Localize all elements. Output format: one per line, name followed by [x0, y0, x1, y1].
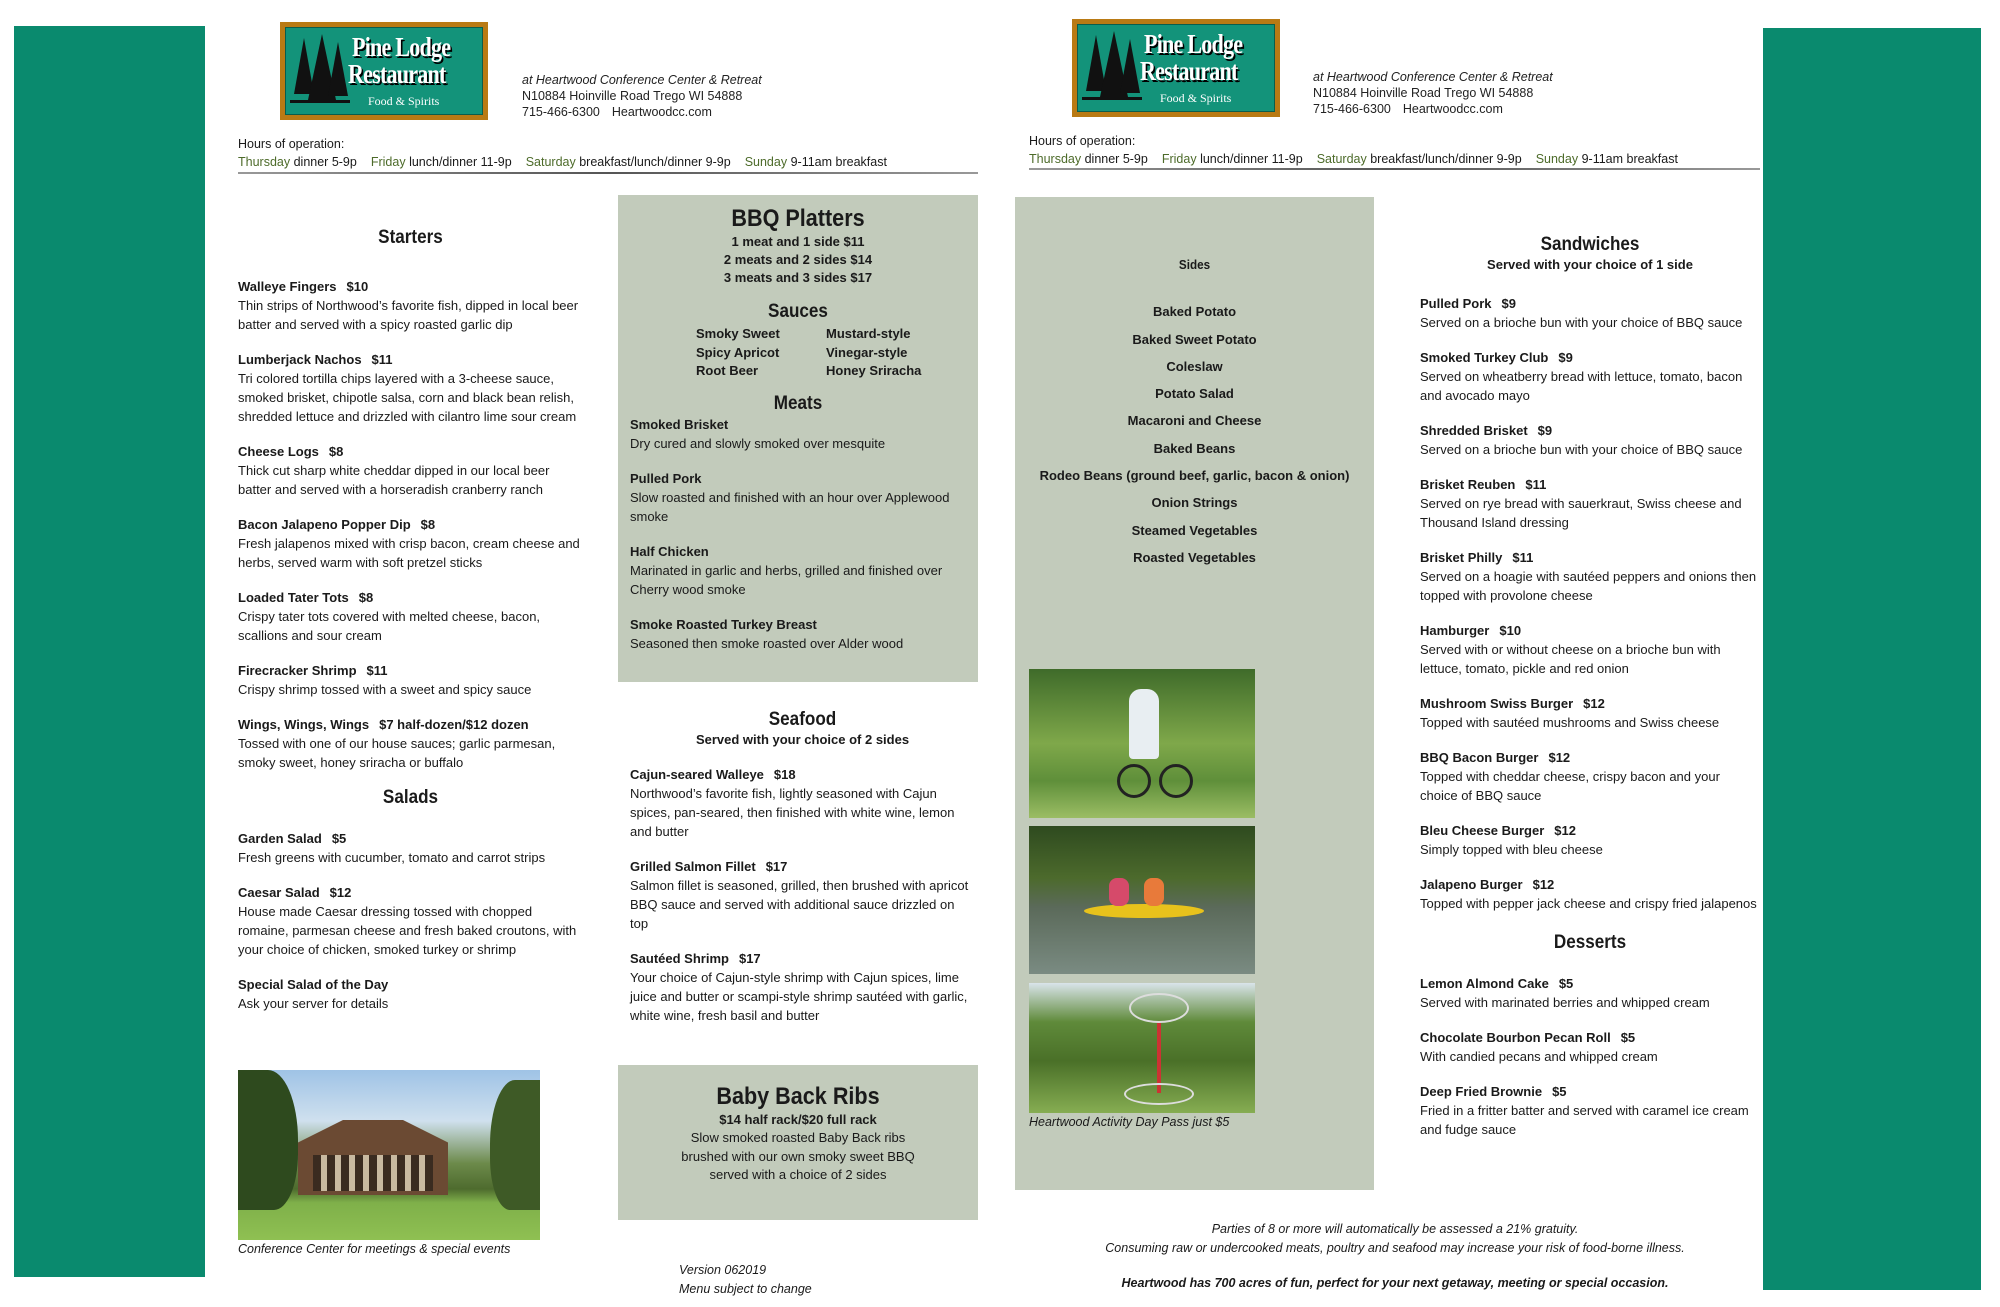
item-name: Lumberjack Nachos [238, 352, 362, 367]
menu-item-title [238, 829, 583, 848]
item-name: Pulled Pork [1420, 296, 1492, 311]
item-description: Marinated in garlic and herbs, grilled and finished over Cherry wood smoke [630, 562, 943, 597]
item-description: Served on a brioche bun with your choice of BBQ sauce [1420, 315, 1743, 330]
menu-item [1420, 348, 1760, 405]
food-safety-warning: Consuming raw or undercooked meats, poultry and seafood may increase your risk of food-borne illness. [1105, 1241, 1685, 1255]
item-name: Grilled Salmon Fillet [630, 859, 756, 874]
ribs-heading: Baby Back Ribs [716, 1083, 880, 1110]
menu-item [630, 415, 966, 453]
menu-item [238, 588, 583, 645]
item-name: Caesar Salad [238, 885, 320, 900]
pine-trees-icon [1082, 31, 1142, 111]
menu-item-title [238, 277, 583, 296]
version-line: Version 062019 [679, 1263, 767, 1277]
menu-item [1420, 974, 1760, 1012]
logo-line-1: Pine Lodge [352, 32, 451, 62]
hours-day [238, 155, 357, 169]
sauce: Vinegar-style [826, 344, 908, 360]
menu-item [238, 277, 583, 334]
menu-item-title [1420, 875, 1760, 894]
side-item: Onion Strings [1151, 495, 1238, 511]
item-description: Fresh greens with cucumber, tomato and carrot strips [238, 850, 546, 865]
item-name: Smoked Brisket [630, 416, 729, 432]
menu-item-title [1420, 748, 1760, 767]
item-price: $8 [358, 590, 374, 605]
contact-line [1313, 101, 1553, 117]
item-price: $5 [1552, 1084, 1567, 1099]
item-price: $11 [366, 663, 388, 678]
menu-item-title [1420, 348, 1760, 367]
item-description: Served on a hoagie with sautéed peppers and onions then topped with provolone cheese [1420, 569, 1757, 603]
menu-item-title [1420, 294, 1760, 313]
item-description: Crispy shrimp tossed with a sweet and spicy sauce [238, 682, 532, 697]
menu-item [630, 765, 975, 841]
side-item: Baked Sweet Potato [1132, 331, 1257, 347]
day-name: Sunday [744, 155, 788, 169]
street-address: N10884 Hoinville Road Trego WI 54888 [522, 89, 743, 103]
logo [280, 22, 488, 120]
menu-item [238, 975, 583, 1013]
sauces-heading: Sauces [768, 301, 828, 322]
bbq-price-3: 3 meats and 3 sides $17 [723, 270, 873, 285]
menu-item [630, 857, 975, 933]
menu-item-title [1420, 421, 1760, 440]
day-name: Friday [370, 155, 406, 169]
item-price: $8 [328, 444, 344, 459]
menu-item [630, 542, 966, 599]
item-name: Smoked Turkey Club [1420, 350, 1549, 365]
conference-caption: Conference Center for meetings & special events [238, 1242, 511, 1256]
hours-day [371, 155, 512, 169]
address-block [1313, 69, 1553, 117]
sauce: Root Beer [696, 363, 759, 378]
hours-label: Hours of operation: [238, 137, 345, 151]
side-item: Baked Potato [1152, 304, 1237, 320]
menu-item-title [1420, 1028, 1760, 1047]
item-description: Northwood’s favorite fish, lightly seasoned with Cajun spices, pan-seared, then finished with white wine, lemon and butter [630, 786, 955, 839]
item-name: Smoke Roasted Turkey Breast [630, 616, 817, 632]
day-time: 9-11am breakfast [1581, 152, 1678, 166]
activity-caption: Heartwood Activity Day Pass just $5 [1029, 1115, 1230, 1129]
item-description: Thin strips of Northwood’s favorite fish, dipped in local beer batter and served with a spicy roasted garlic dip [238, 298, 579, 332]
phone-number: 715-466-6300 [522, 105, 600, 119]
hours-row [1029, 150, 1692, 168]
item-description: Tossed with one of our house sauces; garlic parmesan, smoky sweet, honey sriracha or buffalo [238, 736, 556, 770]
menu-item-title [1420, 821, 1760, 840]
item-name: Walleye Fingers [238, 279, 337, 294]
logo-line-3: Food & Spirits [368, 94, 440, 108]
item-description: Served on wheatberry bread with lettuce, tomato, bacon and avocado mayo [1420, 369, 1743, 403]
logo-panel [285, 27, 483, 115]
item-name: Firecracker Shrimp [238, 663, 357, 678]
salads-heading: Salads [382, 787, 439, 808]
item-description: Seasoned then smoke roasted over Alder wood [630, 635, 904, 651]
side-item: Roasted Vegetables [1133, 549, 1256, 565]
item-name: Brisket Reuben [1420, 477, 1516, 492]
sides-list [1015, 304, 1374, 565]
biking-photo [1029, 669, 1255, 818]
menu-item-title [1420, 621, 1760, 640]
starters-list [238, 277, 583, 772]
logo-line-1: Pine Lodge [1144, 29, 1243, 59]
day-time: breakfast/lunch/dinner 9-9p [579, 155, 731, 169]
menu-item-title [1420, 1082, 1760, 1101]
item-name: Lemon Almond Cake [1420, 976, 1549, 991]
menu-item-title [1420, 694, 1760, 713]
menu-item [238, 883, 583, 959]
gratuity-note: Parties of 8 or more will automatically be assessed a 21% gratuity. [1211, 1222, 1579, 1236]
side-item: Potato Salad [1155, 386, 1234, 402]
menu-item [630, 469, 966, 526]
header-divider [1029, 168, 1760, 170]
item-description: Thick cut sharp white cheddar dipped in our local beer batter and served with a horseradish cranberry ranch [238, 463, 550, 497]
item-price: $10 [1499, 623, 1522, 638]
menu-item-title [238, 715, 583, 734]
item-description: Served on rye bread with sauerkraut, Swiss cheese and Thousand Island dressing [1420, 496, 1742, 530]
sauce: Honey Sriracha [826, 363, 922, 378]
item-name: Mushroom Swiss Burger [1420, 696, 1574, 711]
venue-name: at Heartwood Conference Center & Retreat [1313, 70, 1553, 84]
item-name: Pulled Pork [630, 470, 702, 486]
day-time: lunch/dinner 11-9p [409, 155, 512, 169]
item-description: Tri colored tortilla chips layered with a 3-cheese sauce, smoked brisket, chipotle salsa, corn and black bean relish, shredded lettuce and drizzled with cilantro lime sour cream [238, 371, 577, 424]
item-price: $9 [1501, 296, 1516, 311]
item-price: $17 [738, 951, 761, 966]
item-description: Fried in a fritter batter and served with caramel ice cream and fudge sauce [1420, 1103, 1749, 1137]
item-description: Slow roasted and finished with an hour over Applewood smoke [630, 489, 950, 524]
menu-item [238, 661, 583, 699]
hours-day [1536, 152, 1678, 166]
menu-item-title [630, 857, 975, 876]
day-time: lunch/dinner 11-9p [1200, 152, 1303, 166]
item-description: Ask your server for details [238, 996, 389, 1011]
hours-row [238, 153, 901, 171]
logo-panel [1077, 24, 1275, 112]
menu-item [1420, 1028, 1760, 1066]
day-name: Friday [1161, 152, 1197, 166]
item-name: Bleu Cheese Burger [1420, 823, 1545, 838]
website: Heartwoodcc.com [1402, 102, 1503, 116]
item-name: Half Chicken [630, 543, 709, 559]
item-description: Crispy tater tots covered with melted cheese, bacon, scallions and sour cream [238, 609, 541, 643]
item-price: $12 [329, 885, 352, 900]
day-name: Thursday [238, 155, 291, 169]
contact-line [522, 104, 762, 120]
seafood-subtitle: Served with your choice of 2 sides [695, 732, 910, 747]
phone-number: 715-466-6300 [1313, 102, 1391, 116]
menu-item [1420, 694, 1760, 732]
logo-line-2: Restaurant [1140, 56, 1238, 86]
menu-item [1420, 548, 1760, 605]
salads-list [238, 829, 583, 1013]
item-price: $12 [1548, 750, 1571, 765]
side-item: Rodeo Beans (ground beef, garlic, bacon & onion) [1039, 468, 1350, 484]
item-name: Brisket Philly [1420, 550, 1503, 565]
item-price: $12 [1532, 877, 1555, 892]
item-name: Jalapeno Burger [1420, 877, 1523, 892]
menu-item [1420, 475, 1760, 532]
bbq-price-1: 1 meat and 1 side $11 [731, 234, 865, 249]
menu-item-title [630, 469, 966, 488]
hours-day [1162, 152, 1303, 166]
menu-item [1420, 821, 1760, 859]
item-price: $9 [1537, 423, 1553, 438]
item-price: $17 [765, 859, 788, 874]
menu-item [1420, 875, 1760, 913]
hours-day [1317, 152, 1522, 166]
item-description: Served on a brioche bun with your choice of BBQ sauce [1420, 442, 1743, 457]
ribs-desc-3: served with a choice of 2 sides [709, 1167, 887, 1182]
ribs-price: $14 half rack/$20 full rack [719, 1112, 877, 1127]
menu-item [238, 829, 583, 867]
item-name: Bacon Jalapeno Popper Dip [238, 517, 411, 532]
menu-item-title [238, 442, 583, 461]
item-price: $12 [1583, 696, 1605, 711]
day-name: Saturday [1316, 152, 1367, 166]
item-name: Cajun-seared Walleye [630, 767, 764, 782]
day-time: dinner 5-9p [1084, 152, 1148, 166]
sandwiches-subtitle: Served with your choice of 1 side [1487, 257, 1693, 272]
menu-item-title [630, 542, 966, 561]
seafood-list [630, 765, 975, 1025]
sauces-grid [696, 325, 978, 381]
ribs-desc-2: brushed with our own smoky sweet BBQ [681, 1148, 915, 1164]
hours-day [745, 155, 887, 169]
bbq-platters-panel [618, 195, 978, 682]
side-item: Coleslaw [1166, 358, 1223, 374]
menu-item [630, 615, 966, 653]
bbq-price-2: 2 meats and 2 sides $14 [723, 252, 873, 267]
item-description: Topped with sautéed mushrooms and Swiss cheese [1420, 715, 1720, 730]
logo-line-3: Food & Spirits [1160, 91, 1232, 105]
item-name: Cheese Logs [238, 444, 319, 459]
item-description: Topped with cheddar cheese, crispy bacon and your choice of BBQ sauce [1420, 769, 1720, 803]
menu-item [238, 442, 583, 499]
menu-item-title [630, 615, 966, 634]
item-description: Your choice of Cajun-style shrimp with Cajun spices, lime juice and butter or scampi-style shrimp sautéed with garlic, white wine, fresh basil and butter [630, 970, 968, 1023]
item-name: Chocolate Bourbon Pecan Roll [1420, 1030, 1611, 1045]
menu-item-title [630, 949, 975, 968]
hours-day [526, 155, 731, 169]
item-name: Loaded Tater Tots [238, 590, 349, 605]
day-name: Saturday [525, 155, 576, 169]
logo [1072, 19, 1280, 117]
kayaking-photo [1029, 826, 1255, 974]
item-description: Simply topped with bleu cheese [1420, 842, 1603, 857]
hours-label: Hours of operation: [1029, 134, 1136, 148]
pine-trees-icon [290, 34, 350, 114]
side-item: Macaroni and Cheese [1127, 413, 1262, 429]
item-price: $11 [371, 352, 393, 367]
hours-of-operation [1029, 132, 1692, 168]
day-time: breakfast/lunch/dinner 9-9p [1370, 152, 1522, 166]
hours-of-operation [238, 135, 901, 171]
menu-subject-to-change: Menu subject to change [679, 1282, 812, 1296]
left-green-bar [14, 26, 205, 1277]
menu-item [630, 949, 975, 1025]
venue-name: at Heartwood Conference Center & Retreat [522, 73, 762, 87]
menu-item [238, 515, 583, 572]
item-description: House made Caesar dressing tossed with chopped romaine, parmesan cheese and fresh baked croutons, with your choice of chicken, smoked turkey or shrimp [238, 904, 577, 957]
meats-heading: Meats [773, 392, 823, 414]
menu-item [1420, 294, 1760, 332]
side-item: Steamed Vegetables [1131, 522, 1258, 538]
item-price: $7 half-dozen/$12 dozen [379, 717, 529, 732]
right-green-bar [1763, 28, 1981, 1290]
item-price: $5 [1558, 976, 1574, 991]
sandwiches-list [1420, 294, 1760, 913]
sauce: Smoky Sweet [696, 326, 780, 341]
item-price: $9 [1558, 350, 1573, 365]
address-block [522, 72, 762, 120]
conference-center-photo [238, 1070, 540, 1240]
menu-item [1420, 421, 1760, 459]
hours-day [1029, 152, 1148, 166]
menu-item-title [1420, 548, 1760, 567]
item-price: $10 [346, 279, 369, 294]
side-item: Baked Beans [1153, 440, 1236, 456]
menu-item [1420, 1082, 1760, 1139]
item-price: $11 [1512, 550, 1534, 565]
sides-heading: Sides [1178, 257, 1211, 272]
baby-back-ribs-panel [618, 1065, 978, 1220]
menu-item-title [630, 765, 975, 784]
day-time: dinner 5-9p [293, 155, 357, 169]
item-price: $8 [420, 517, 436, 532]
item-name: Special Salad of the Day [238, 977, 389, 992]
desserts-heading: Desserts [1553, 932, 1627, 953]
item-name: Wings, Wings, Wings [238, 717, 370, 732]
header-divider [238, 172, 978, 174]
menu-item [238, 350, 583, 426]
item-description: Fresh jalapenos mixed with crisp bacon, cream cheese and herbs, served warm with soft pretzel sticks [238, 536, 580, 570]
day-time: 9-11am breakfast [790, 155, 887, 169]
item-price: $11 [1525, 477, 1547, 492]
menu-item-title [1420, 974, 1760, 993]
menu-item-title [238, 661, 583, 680]
item-description: Served with or without cheese on a brioche bun with lettuce, tomato, pickle and red onion [1420, 642, 1721, 676]
menu-item-title [1420, 475, 1760, 494]
menu-item-title [238, 975, 583, 994]
website: Heartwoodcc.com [611, 105, 712, 119]
seafood-heading: Seafood [768, 709, 837, 730]
menu-item-title [238, 515, 583, 534]
menu-item-title [630, 415, 966, 434]
item-name: Deep Fried Brownie [1420, 1084, 1543, 1099]
menu-item-title [238, 588, 583, 607]
item-name: Shredded Brisket [1420, 423, 1528, 438]
item-price: $12 [1554, 823, 1576, 838]
menu-item [1420, 748, 1760, 805]
sauce: Mustard-style [826, 326, 911, 341]
bbq-heading: BBQ Platters [731, 205, 865, 232]
street-address: N10884 Hoinville Road Trego WI 54888 [1313, 86, 1534, 100]
desserts-list [1420, 974, 1760, 1139]
item-description: Dry cured and slowly smoked over mesquite [630, 435, 886, 451]
sauce: Spicy Apricot [696, 344, 780, 360]
starters-heading: Starters [378, 227, 443, 248]
menu-item-title [238, 350, 583, 369]
sandwiches-column [1420, 235, 1760, 1155]
item-description: Salmon fillet is seasoned, grilled, then brushed with apricot BBQ sauce and served with additional sauce drizzled on top [630, 878, 969, 931]
day-name: Thursday [1029, 152, 1082, 166]
item-name: Garden Salad [238, 831, 322, 846]
item-price: $18 [773, 767, 796, 782]
item-name: BBQ Bacon Burger [1420, 750, 1539, 765]
item-description: Served with marinated berries and whipped cream [1420, 995, 1710, 1010]
menu-item-title [238, 883, 583, 902]
ribs-desc-1: Slow smoked roasted Baby Back ribs [690, 1130, 906, 1145]
starters-column [238, 228, 583, 1029]
meats-list [618, 415, 978, 653]
logo-line-2: Restaurant [348, 59, 446, 89]
item-name: Hamburger [1420, 623, 1490, 638]
item-name: Sautéed Shrimp [630, 951, 729, 966]
day-name: Sunday [1535, 152, 1579, 166]
menu-item [238, 715, 583, 772]
sandwiches-heading: Sandwiches [1540, 234, 1640, 255]
item-description: With candied pecans and whipped cream [1420, 1049, 1658, 1064]
item-price: $5 [331, 831, 347, 846]
menu-item [1420, 621, 1760, 678]
heartwood-tagline: Heartwood has 700 acres of fun, perfect for your next getaway, meeting or special occasion. [1121, 1276, 1669, 1290]
item-price: $5 [1620, 1030, 1636, 1045]
disc-golf-photo [1029, 983, 1255, 1113]
seafood-section [630, 710, 975, 1041]
item-description: Topped with pepper jack cheese and crispy fried jalapenos [1420, 896, 1757, 911]
